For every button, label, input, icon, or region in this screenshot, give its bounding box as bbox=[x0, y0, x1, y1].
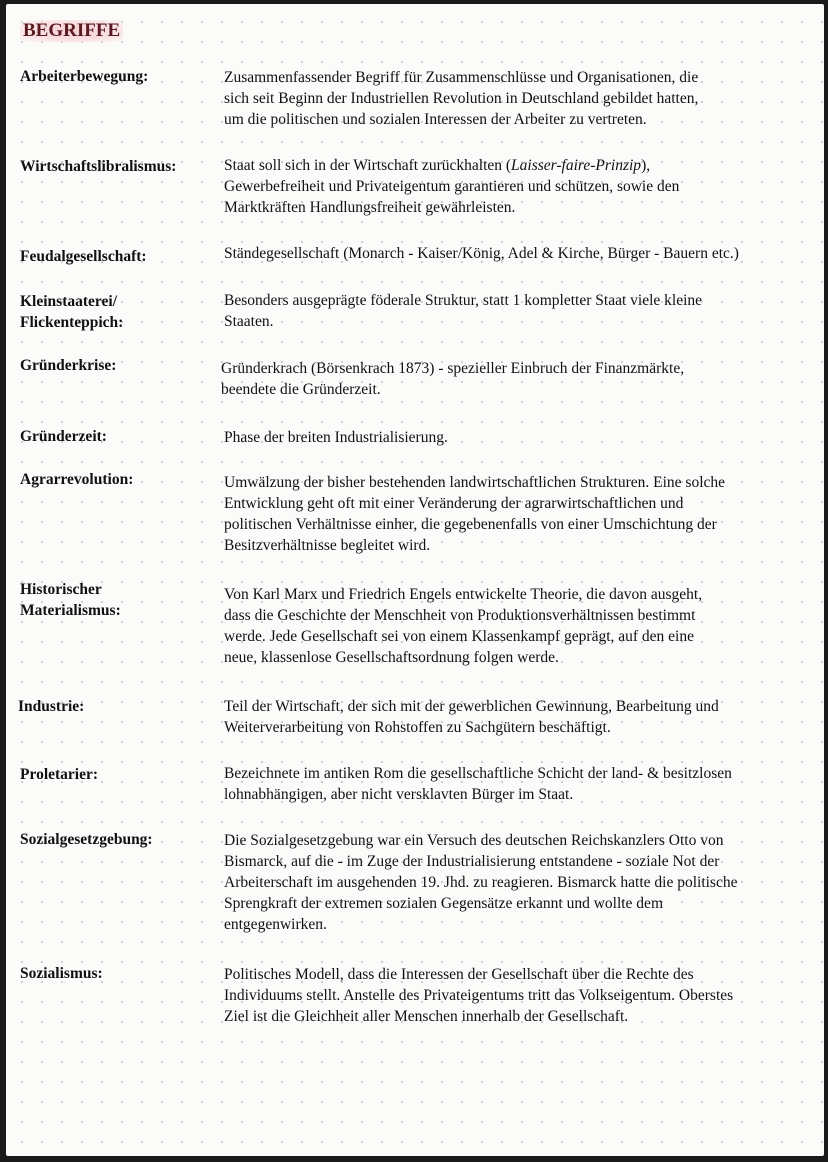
definition-industrie bbox=[224, 696, 822, 738]
page-title: BEGRIFFE bbox=[20, 20, 123, 42]
definition-sozialgesetzgebung bbox=[224, 830, 822, 935]
definition-line: Arbeiterschaft im ausgehenden 19. Jhd. zu reagieren. Bismarck hatte die politische bbox=[224, 874, 738, 891]
term-label: Flickenteppich: bbox=[20, 314, 124, 331]
term-label: Arbeiterbewegung: bbox=[20, 68, 149, 85]
definition-line: beendete die Gründerzeit. bbox=[221, 381, 381, 398]
definition-line: werde. Jede Gesellschaft sei von einem Klassenkampf geprägt, auf den eine bbox=[224, 628, 694, 645]
definition-line: entgegenwirken. bbox=[224, 916, 327, 933]
term-sozialgesetzgebung bbox=[20, 829, 220, 850]
definition-kleinstaaterei bbox=[224, 290, 822, 332]
definition-feudalgesellschaft bbox=[224, 243, 822, 264]
term-label: Kleinstaaterei/ bbox=[20, 293, 117, 310]
definition-line: Individuums stellt. Anstelle des Privateigentums tritt das Volkseigentum. Oberstes bbox=[224, 987, 734, 1004]
term-kleinstaaterei bbox=[20, 291, 220, 333]
definition-line: Teil der Wirtschaft, der sich mit der gewerblichen Gewinnung, Bearbeitung und bbox=[224, 698, 719, 715]
term-industrie bbox=[18, 696, 218, 717]
definition-line: Besonders ausgeprägte föderale Struktur, statt 1 kompletter Staat viele kleine bbox=[224, 292, 703, 309]
term-label: Materialismus: bbox=[20, 602, 121, 619]
definition-line: dass die Geschichte der Menschheit von Produktionsverhältnissen bestimmt bbox=[224, 607, 696, 624]
definition-line: Marktkräften Handlungsfreiheit gewährleisten. bbox=[224, 199, 516, 216]
term-label: Agrarrevolution: bbox=[20, 471, 134, 488]
term-label: Feudalgesellschaft: bbox=[20, 248, 147, 265]
definition-line-with-italic: Staat soll sich in der Wirtschaft zurückhalten (Laisser-faire-Prinzip), bbox=[224, 157, 651, 174]
term-sozialismus bbox=[20, 963, 220, 984]
definition-line: Staaten. bbox=[224, 313, 274, 330]
term-wirtschaftslibralismus bbox=[20, 156, 220, 177]
definition-line: neue, klassenlose Gesellschaftsordnung folgen werde. bbox=[224, 649, 559, 666]
definition-line: Zusammenfassender Begriff für Zusammenschlüsse und Organisationen, die bbox=[224, 69, 699, 86]
definition-line: Entwicklung geht oft mit einer Veränderung der agrarwirtschaftlichen und bbox=[224, 495, 684, 512]
definition-historischer-materialismus bbox=[224, 584, 822, 668]
term-label: Wirtschaftslibralismus: bbox=[20, 158, 177, 175]
term-proletarier bbox=[20, 764, 220, 785]
definition-sozialismus bbox=[224, 964, 822, 1027]
term-label: Gründerkrise: bbox=[20, 357, 117, 374]
definition-line: Ständegesellschaft (Monarch - Kaiser/König, Adel & Kirche, Bürger - Bauern etc.) bbox=[224, 245, 739, 262]
definition-gruenderzeit bbox=[224, 427, 822, 448]
term-label: Sozialgesetzgebung: bbox=[20, 831, 153, 848]
definition-line: Die Sozialgesetzgebung war ein Versuch des deutschen Reichskanzlers Otto von bbox=[224, 832, 724, 849]
definition-line: Politisches Modell, dass die Interessen der Gesellschaft über die Rechte des bbox=[224, 966, 694, 983]
document-page bbox=[6, 4, 824, 1156]
definition-line: Phase der breiten Industrialisierung. bbox=[224, 429, 448, 446]
definition-arbeiterbewegung bbox=[224, 67, 822, 130]
definition-line: Gewerbefreiheit und Privateigentum garantieren und schützen, sowie den bbox=[224, 178, 680, 195]
term-label: Historischer bbox=[20, 581, 102, 598]
definition-proletarier bbox=[224, 763, 822, 805]
term-feudalgesellschaft bbox=[20, 246, 220, 267]
term-label: Sozialismus: bbox=[20, 965, 103, 982]
term-label: Proletarier: bbox=[20, 766, 99, 783]
definition-line: Umwälzung der bisher bestehenden landwirtschaftlichen Strukturen. Eine solche bbox=[224, 474, 726, 491]
definition-line: um die politischen und sozialen Interessen der Arbeiter zu vertreten. bbox=[224, 111, 647, 128]
definition-line: Weiterverarbeitung von Rohstoffen zu Sachgütern beschäftigt. bbox=[224, 719, 611, 736]
term-gruenderzeit bbox=[20, 426, 220, 447]
definition-wirtschaftslibralismus bbox=[224, 155, 822, 218]
definition-line: lohnabhängigen, aber nicht versklavten Bürger im Staat. bbox=[224, 786, 574, 803]
definition-line: Bezeichnete im antiken Rom die gesellschaftliche Schicht der land- & besitzlosen bbox=[224, 765, 732, 782]
term-label: Industrie: bbox=[18, 698, 85, 715]
definition-line: Von Karl Marx und Friedrich Engels entwickelte Theorie, die davon ausgeht, bbox=[224, 586, 703, 603]
term-arbeiterbewegung bbox=[20, 66, 220, 87]
definition-line: politischen Verhältnisse einher, die gegebenenfalls von einer Umschichtung der bbox=[224, 516, 717, 533]
definition-line: sich seit Beginn der Industriellen Revolution in Deutschland gebildet hatten, bbox=[224, 90, 699, 107]
definition-gruenderkrise bbox=[221, 358, 819, 400]
definition-agrarrevolution bbox=[224, 472, 822, 556]
term-gruenderkrise bbox=[20, 355, 220, 376]
italic-term: Laisser-faire-Prinzip bbox=[511, 157, 642, 174]
definition-line: Ziel ist die Gleichheit aller Menschen innerhalb der Gesellschaft. bbox=[224, 1008, 629, 1025]
term-historischer-materialismus bbox=[20, 579, 220, 621]
term-agrarrevolution bbox=[20, 469, 220, 490]
definition-line: Gründerkrach (Börsenkrach 1873) - spezieller Einbruch der Finanzmärkte, bbox=[221, 360, 685, 377]
term-label: Gründerzeit: bbox=[20, 428, 107, 445]
definition-line: Sprengkraft der extremen sozialen Gegensätze erkannt und wollte dem bbox=[224, 895, 663, 912]
definition-line: Besitzverhältnisse begleitet wird. bbox=[224, 537, 431, 554]
definition-line: Bismarck, auf die - im Zuge der Industrialisierung entstandene - soziale Not der bbox=[224, 853, 720, 870]
